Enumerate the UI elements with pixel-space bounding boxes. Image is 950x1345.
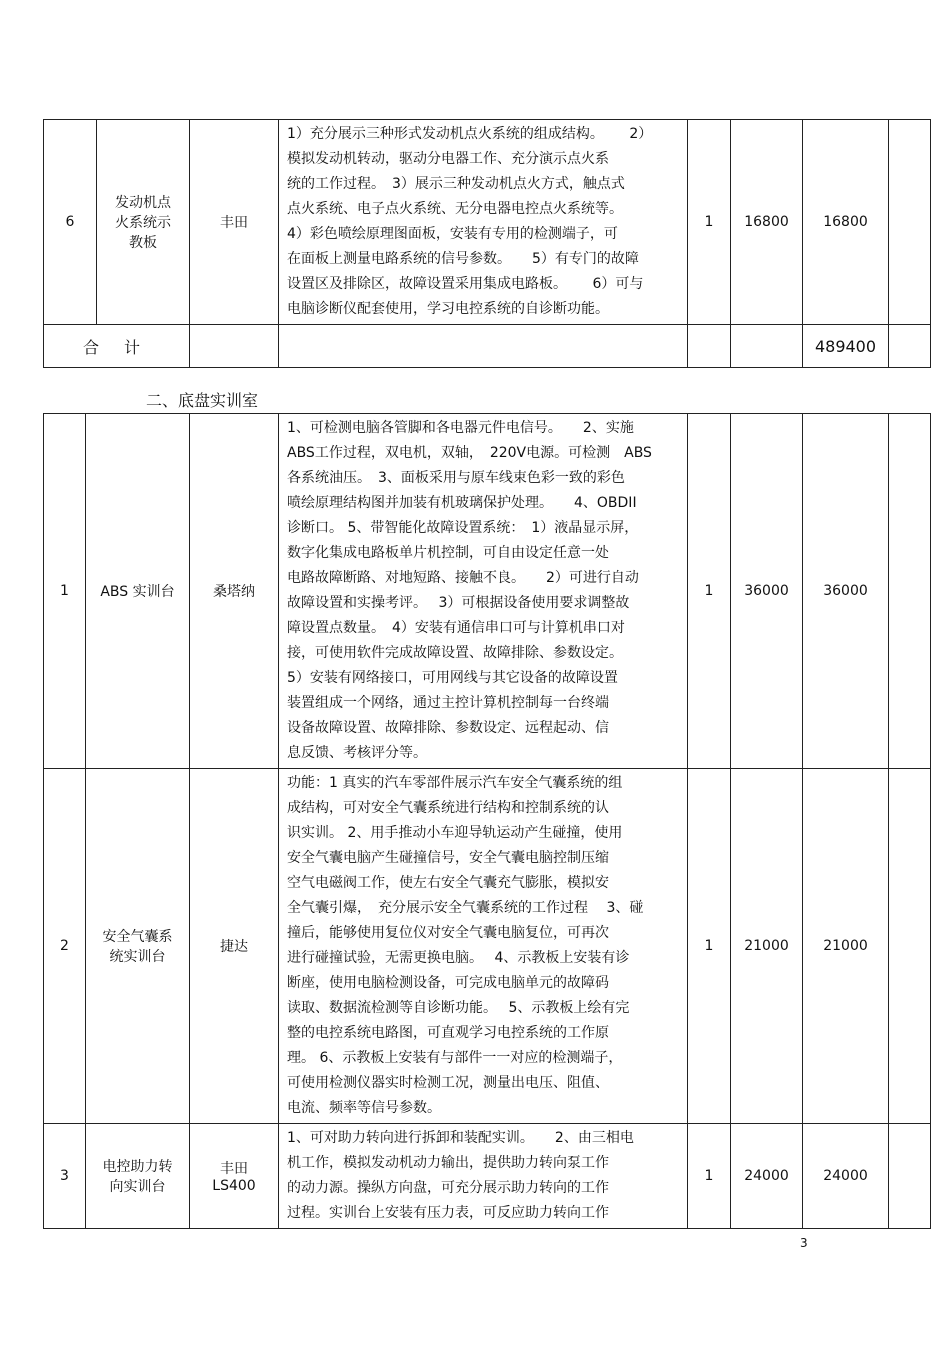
equipment-brand: 丰田 LS400: [190, 1124, 279, 1229]
unit-price: 21000: [731, 769, 803, 1124]
sum-row: [44, 325, 931, 368]
empty-cell: [190, 325, 279, 368]
sum-total: 489400: [803, 325, 889, 368]
unit-price: 24000: [731, 1124, 803, 1229]
equipment-description: 1、可对助力转向进行拆卸和装配实训。 2、由三相电 机工作，模拟发动机动力输出，提供助力转向泵工作 的动力源。操纵方向盘，可充分展示助力转向的工作 过程。实训台上安装有压力表，可反应助力转向工作: [279, 1124, 688, 1229]
table-row: [44, 414, 931, 769]
row-number: 1: [44, 414, 86, 769]
equipment-brand: 桑塔纳: [190, 414, 279, 769]
unit-price: 36000: [731, 414, 803, 769]
quantity: 1: [688, 1124, 731, 1229]
equipment-table-chassis: [43, 413, 931, 1229]
line-total: 21000: [803, 769, 889, 1124]
line-total: 36000: [803, 414, 889, 769]
equipment-table-top: [43, 119, 931, 368]
equipment-description: 1、可检测电脑各管脚和各电器元件电信号。 2、实施 ABS工作过程，双电机，双轴， 220V电源。可检测 ABS 各系统油压。 3、面板采用与原车线束色彩一致的彩色 喷绘原理结构图并加装有机玻璃保护处理。 4、OBDII 诊断口。 5、带智能化故障设置系统： 1）液晶显示屏， 数字化集成电路板单片机控制，可自由设定任意一处 电路故障断路、对地短路、接触不良。 2）可进行自动 故障设置和实操考评。 3）可根据设备使用要求调整故 障设置点数量。 4）安装有通信串口可与计算机串口对 接，可使用软件完成故障设置、故障排除、参数设定。 5）安装有网络接口，可用网线与其它设备的故障设置 装置组成一个网络，通过主控计算机控制每一台终端 设备故障设置、故障排除、参数设定、远程起动、信 息反馈、考核评分等。: [279, 414, 688, 769]
equipment-name: 电控助力转 向实训台: [86, 1124, 190, 1229]
row-number: 3: [44, 1124, 86, 1229]
section-title: 二、底盘实训室: [146, 391, 259, 410]
quantity: 1: [688, 769, 731, 1124]
table-row: [44, 120, 931, 325]
equipment-name: ABS 实训台: [86, 414, 190, 769]
unit-price: 16800: [731, 120, 803, 325]
table-row: [44, 1124, 931, 1229]
sum-label: 合 计: [44, 325, 190, 368]
quantity: 1: [688, 414, 731, 769]
empty-cell: [279, 325, 688, 368]
equipment-description: 1）充分展示三种形式发动机点火系统的组成结构。 2） 模拟发动机转动，驱动分电器工作、充分演示点火系 统的工作过程。 3）展示三种发动机点火方式，触点式 点火系统、电子点火系统、无分电器电控点火系统等。 4）彩色喷绘原理图面板，安装有专用的检测端子，可 在面板上测量电路系统的信号参数。 5）有专门的故障 设置区及排除区，故障设置采用集成电路板。 6）可与 电脑诊断仪配套使用，学习电控系统的自诊断功能。: [279, 120, 688, 325]
empty-cell: [889, 769, 931, 1124]
row-number: 6: [44, 120, 97, 325]
equipment-name: 发动机点 火系统示 教板: [97, 120, 190, 325]
page-number: 3: [800, 1236, 808, 1250]
empty-cell: [688, 325, 731, 368]
quantity: 1: [688, 120, 731, 325]
empty-cell: [889, 325, 931, 368]
row-number: 2: [44, 769, 86, 1124]
line-total: 16800: [803, 120, 889, 325]
equipment-name: 安全气囊系 统实训台: [86, 769, 190, 1124]
line-total: 24000: [803, 1124, 889, 1229]
equipment-description: 功能：1 真实的汽车零部件展示汽车安全气囊系统的组 成结构，可对安全气囊系统进行结构和控制系统的认 识实训。 2、用手推动小车迎导轨运动产生碰撞，使用 安全气囊电脑产生碰撞信号，安全气囊电脑控制压缩 空气电磁阀工作，使左右安全气囊充气膨胀，模拟安 全气囊引爆， 充分展示安全气囊系统的工作过程 3、碰 撞后，能够使用复位仪对安全气囊电脑复位，可再次 进行碰撞试验，无需更换电脑。 4、示教板上安装有诊 断座，使用电脑检测设备，可完成电脑单元的故障码 读取、数据流检测等自诊断功能。 5、示教板上绘有完 整的电控系统电路图，可直观学习电控系统的工作原 理。 6、示教板上安装有与部件一一对应的检测端子， 可使用检测仪器实时检测工况，测量出电压、阻值、 电流、频率等信号参数。: [279, 769, 688, 1124]
empty-cell: [889, 120, 931, 325]
empty-cell: [889, 414, 931, 769]
empty-cell: [889, 1124, 931, 1229]
equipment-brand: 捷达: [190, 769, 279, 1124]
equipment-brand: 丰田: [190, 120, 279, 325]
table-row: [44, 769, 931, 1124]
empty-cell: [731, 325, 803, 368]
